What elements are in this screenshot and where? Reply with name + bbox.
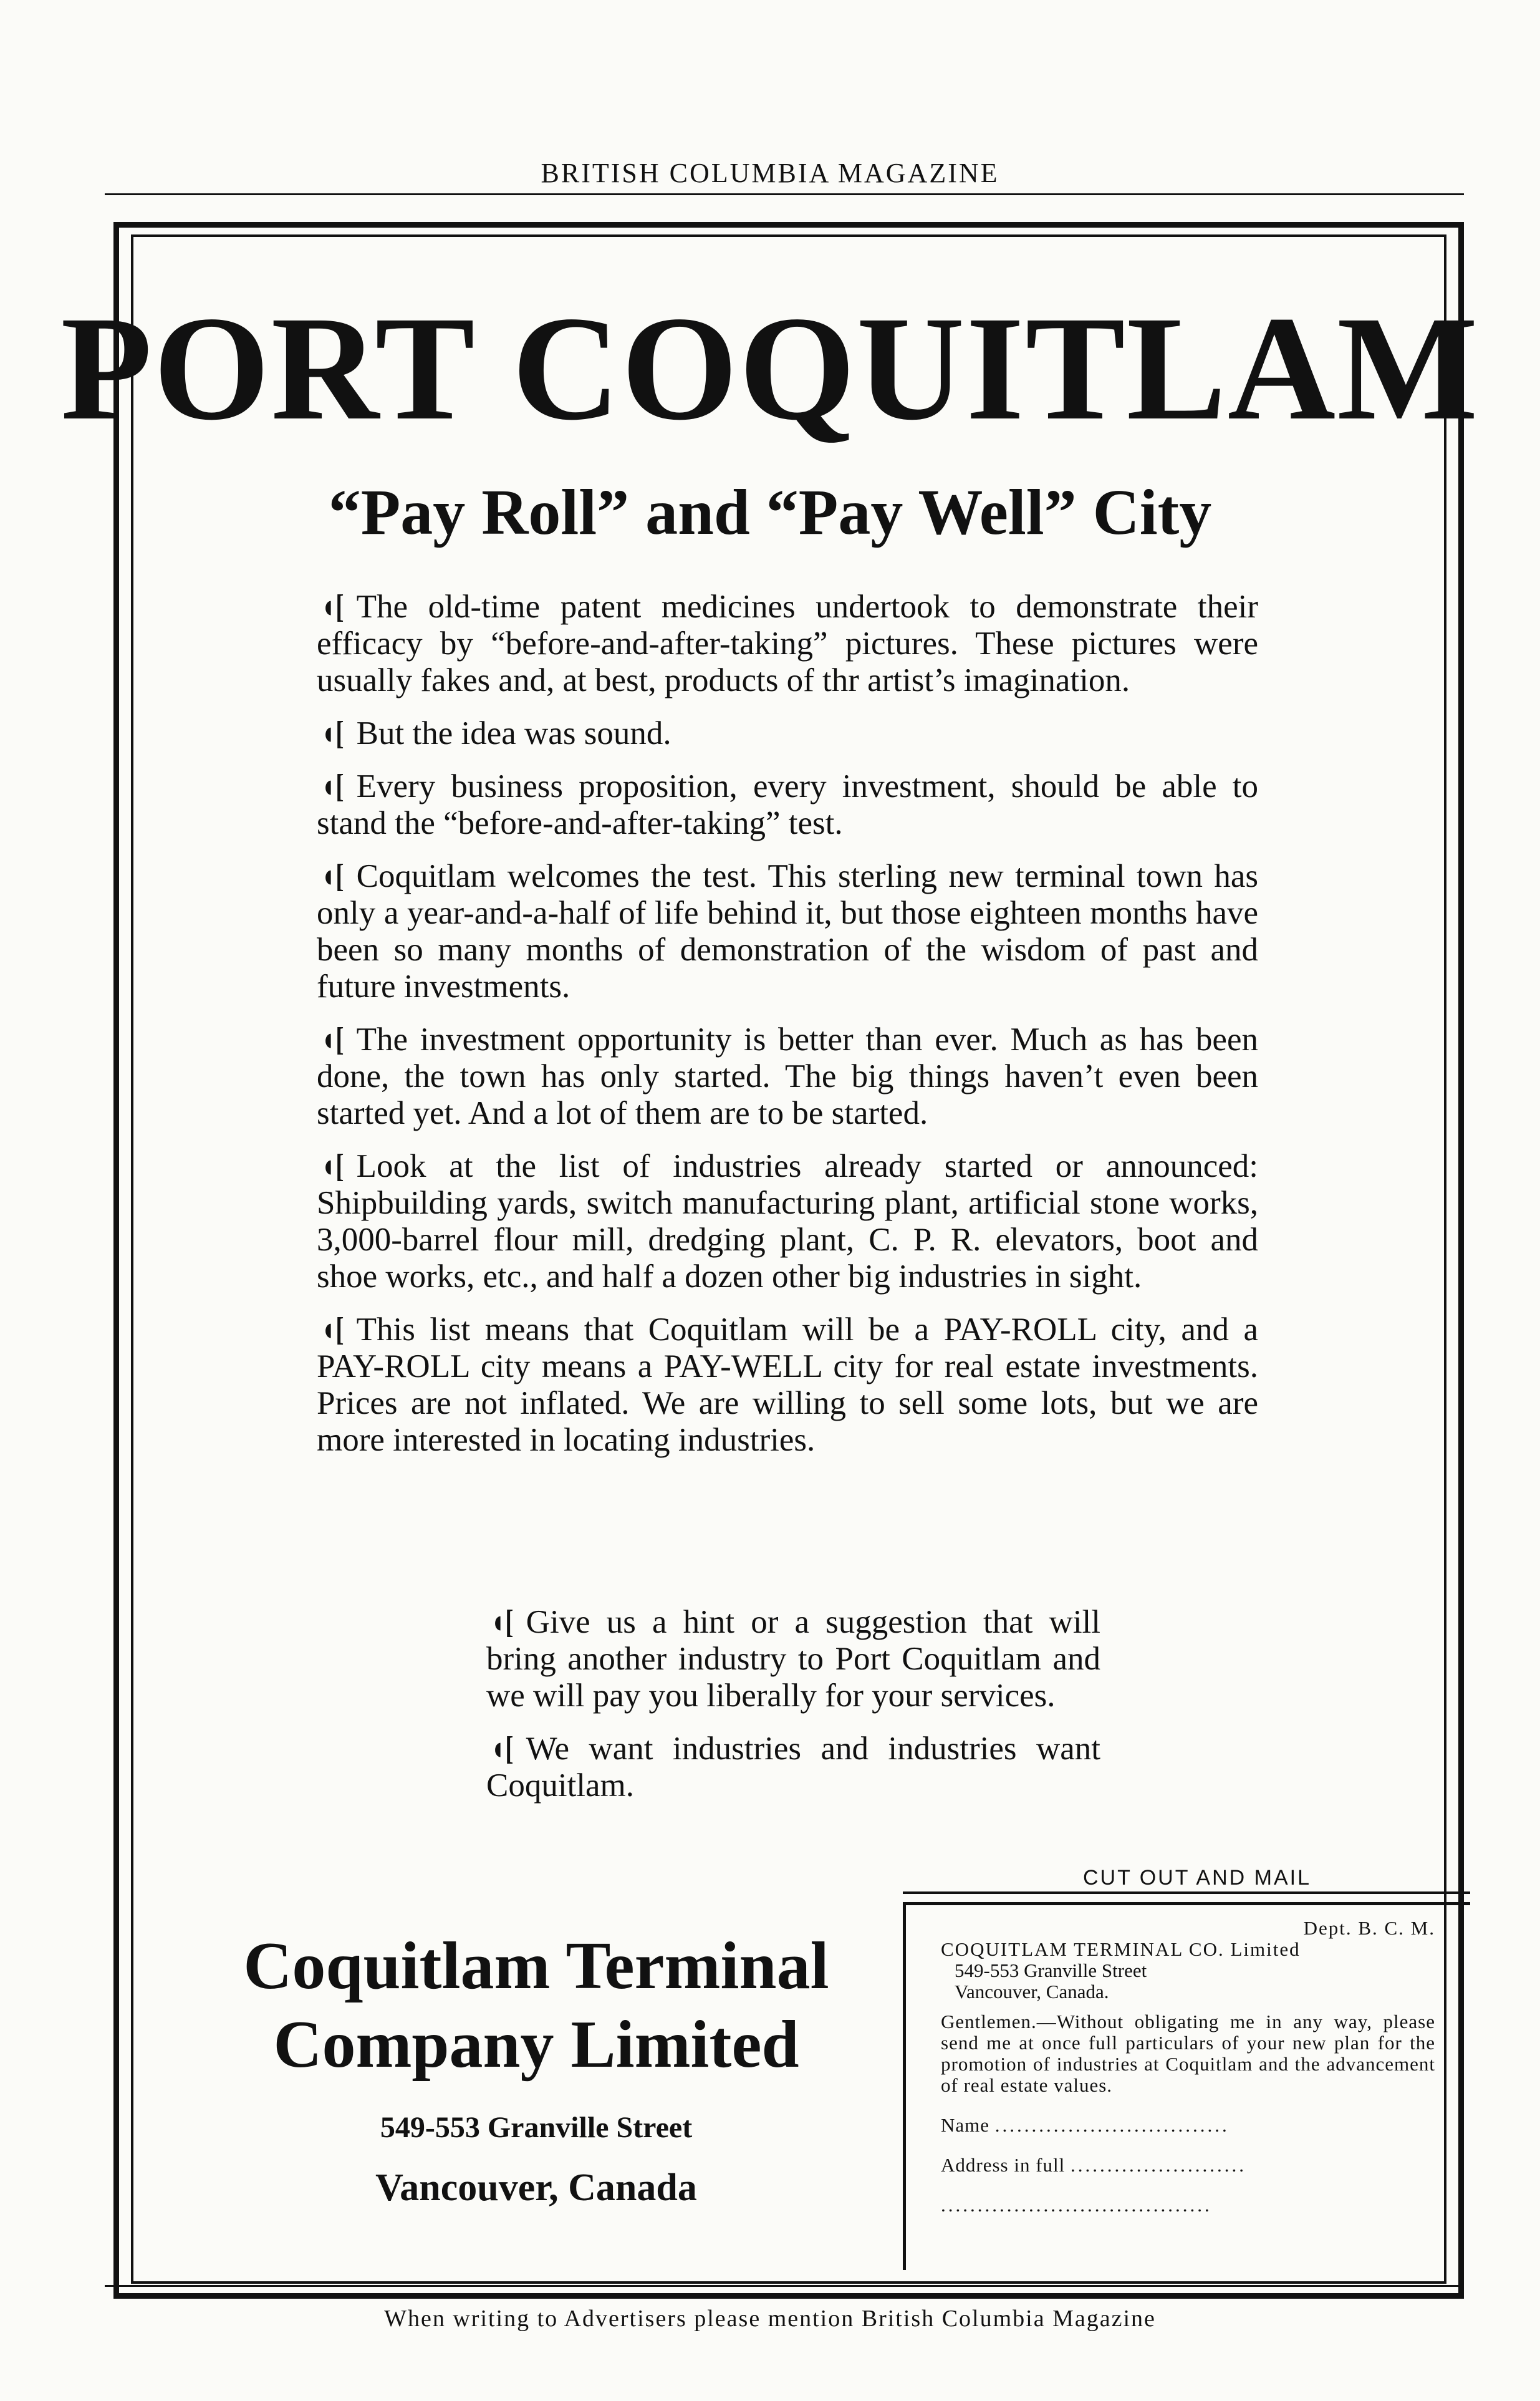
paragraph: ◖[ This list means that Coquitlam will be a PAY-ROLL city, and a PAY-ROLL city means a PAY-WELL city for real estate investments. Prices are not inflated. We are willing to sell some lots, but we are more interested in locating industries. (317, 1312, 1258, 1458)
address-label: Address in full (941, 2155, 1066, 2176)
coupon-company: COQUITLAM TERMINAL CO. Limited (941, 1938, 1301, 1960)
company-signature (187, 1927, 885, 2210)
coupon-name-field[interactable] (941, 2115, 1435, 2136)
pilcrow-icon: ◖[ (320, 1022, 344, 1058)
coupon-body: Gentlemen.—Without obligating me in any way, please send me at once full particulars of your new plan for the promotion of industries at Coquitlam and the advancement of real estate values. (941, 2011, 1435, 2096)
body-copy (317, 589, 1258, 1475)
address-dot-leader: ........................ (1071, 2155, 1247, 2176)
paragraph: ◖[ Every business proposition, every investment, should be able to stand the “before-and-after-taking” test. (317, 768, 1258, 841)
headline: PORT COQUITLAM (60, 285, 1480, 451)
paragraph: ◖[ The investment opportunity is better than ever. Much as has been done, the town has only started. The big things haven’t even been started yet. And a lot of them are to be started. (317, 1022, 1258, 1131)
coupon-street: 549-553 Granville Street (955, 1959, 1147, 1981)
company-name-line2: Company Limited (273, 2007, 799, 2082)
coupon-cut-line (903, 1891, 1470, 1894)
coupon-city: Vancouver, Canada. (955, 1981, 1109, 2002)
paragraph: ◖[ Coquitlam welcomes the test. This sterling new terminal town has only a year-and-a-half of life behind it, but those eighteen months have been so many months of demonstration of the wisdom of past and future investments. (317, 858, 1258, 1005)
name-dot-leader: ................................ (994, 2115, 1230, 2136)
pilcrow-icon: ◖[ (320, 715, 344, 751)
footer-note: When writing to Advertisers please mention British Columbia Magazine (384, 2306, 1156, 2332)
paragraph: ◖[ The old-time patent medicines undertook to demonstrate their efficacy by “before-and-after-taking” pictures. These pictures were usually fakes and, at best, products of thr artist’s imagination. (317, 589, 1258, 698)
name-label: Name (941, 2115, 990, 2136)
pilcrow-icon: ◖[ (490, 1731, 514, 1767)
company-street: 549-553 Granville Street (380, 2111, 693, 2144)
header-rule (105, 193, 1464, 195)
narrow-copy (486, 1604, 1100, 1820)
coupon-dept: Dept. B. C. M. (1303, 1917, 1435, 1939)
extra-dot-leader: ..................................... (941, 2195, 1212, 2216)
paragraph: ◖[ We want industries and industries want Coquitlam. (486, 1731, 1100, 1804)
coupon-address-field[interactable] (941, 2155, 1435, 2176)
subheadline: “Pay Roll” and “Pay Well” City (328, 476, 1212, 548)
coupon-caption: CUT OUT AND MAIL (1082, 1866, 1312, 1890)
company-city: Vancouver, Canada (375, 2167, 697, 2209)
pilcrow-icon: ◖[ (320, 1312, 344, 1348)
paragraph: ◖[ Give us a hint or a suggestion that will bring another industry to Port Coquitlam and we will pay you liberally for your services. (486, 1604, 1100, 1714)
mail-coupon (903, 1902, 1470, 2270)
pilcrow-icon: ◖[ (320, 858, 344, 894)
paragraph: ◖[ Look at the list of industries already started or announced: Shipbuilding yards, switch manufacturing plant, artificial stone works, 3,000-barrel flour mill, dredging plant, C. P. R. elevators, boot and shoe works, etc., and half a dozen other big industries in sight. (317, 1148, 1258, 1295)
paragraph: ◖[ But the idea was sound. (320, 715, 671, 751)
footer-rule (105, 2285, 1464, 2287)
coupon-address-extra-line[interactable] (941, 2195, 1435, 2216)
pilcrow-icon: ◖[ (320, 768, 344, 804)
pilcrow-icon: ◖[ (320, 589, 344, 625)
pilcrow-icon: ◖[ (490, 1604, 514, 1640)
pilcrow-icon: ◖[ (320, 1148, 344, 1184)
company-name-line1: Coquitlam Terminal (243, 1929, 829, 2003)
running-head: BRITISH COLUMBIA MAGAZINE (541, 158, 999, 188)
